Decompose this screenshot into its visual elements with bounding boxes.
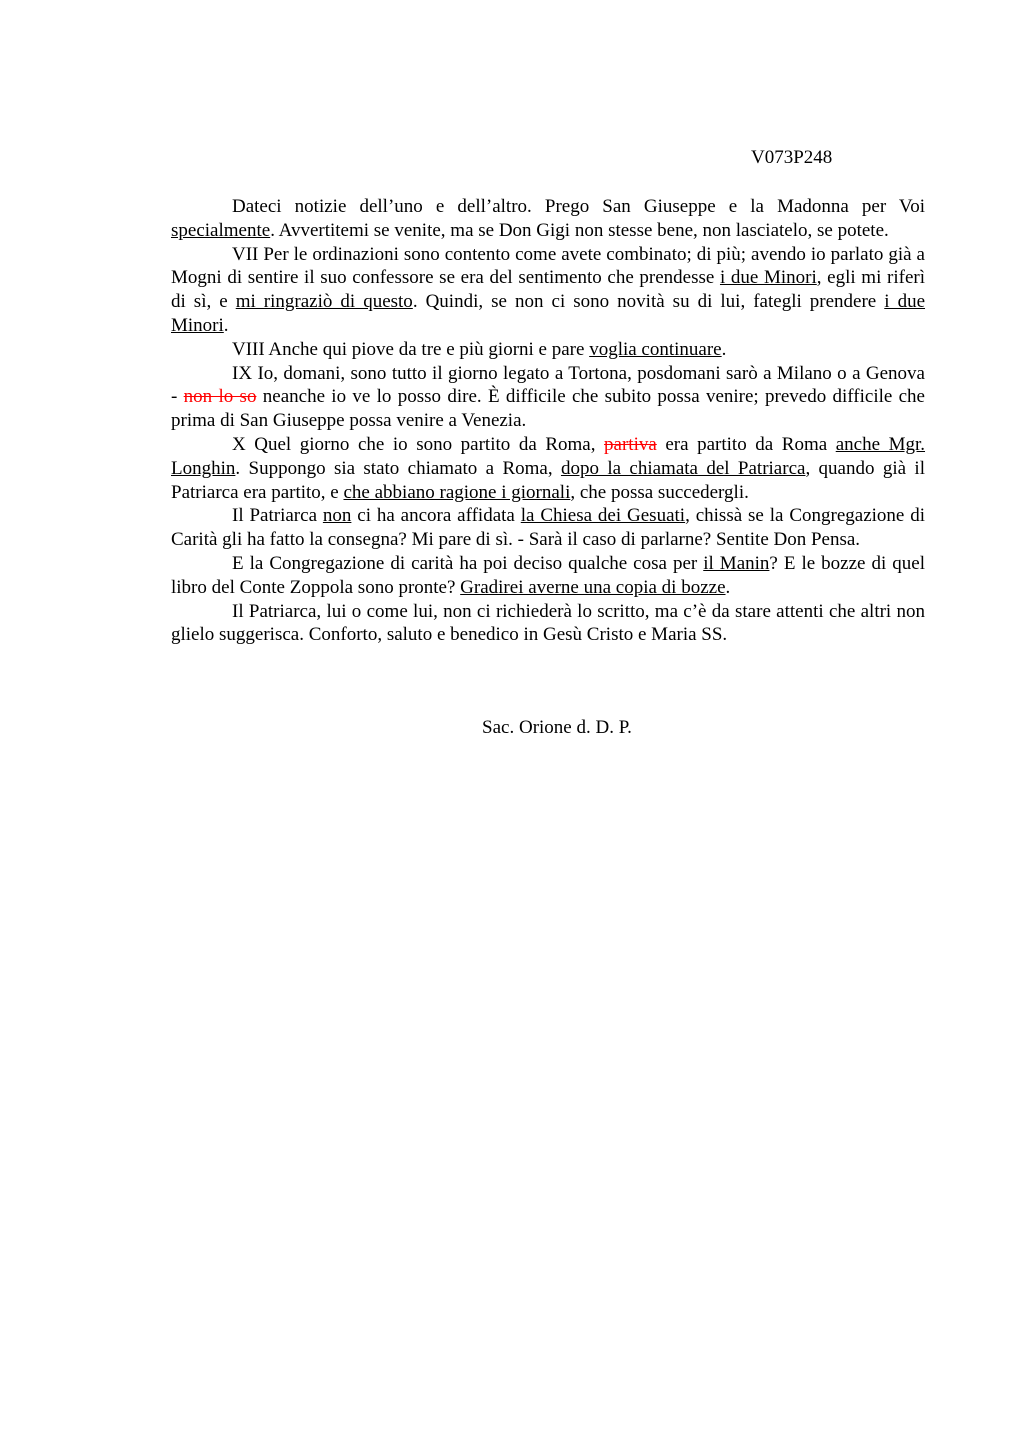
document-id: V073P248 <box>751 147 833 168</box>
underlined-text: voglia continuare <box>589 338 722 360</box>
paragraph <box>171 338 925 362</box>
text-run: . Quindi, se non ci sono novità su di lui, fategli prendere <box>412 291 885 313</box>
underlined-text: specialmente <box>171 219 271 241</box>
text-run: era partito da Roma <box>656 433 836 455</box>
text-run: . <box>223 314 229 336</box>
text-run: , egli mi riferì di sì, e <box>171 267 925 313</box>
paragraph <box>171 243 925 338</box>
underlined-text: i due Minori <box>171 291 926 336</box>
deleted-text: partiva <box>604 433 657 455</box>
underlined-text: il Manin <box>703 552 770 574</box>
text-run: , quando già il Patriarca era partito, e <box>171 457 925 503</box>
paragraph <box>171 504 925 552</box>
underlined-text: Gradirei averne una copia di bozze <box>460 576 726 598</box>
text-run: Il Patriarca, lui o come lui, non ci richiederà lo scritto, ma c’è da stare attenti che altri non glielo suggerisca. Conforto, saluto e benedico in Gesù Cristo e Maria SS. <box>171 600 925 646</box>
text-run: , che possa succedergli. <box>570 481 749 503</box>
text-run: , chissà se la Congregazione di Carità gli ha fatto la consegna? Mi pare di sì. - Sarà il caso di parlarne? Sentite Don Pensa. <box>171 505 925 551</box>
underlined-text: la Chiesa dei Gesuati <box>520 505 686 527</box>
signature: Sac. Orione d. D. P. <box>482 717 632 738</box>
paragraph <box>171 552 925 600</box>
paragraph <box>171 433 925 504</box>
underlined-text: mi ringraziò di questo <box>235 291 413 313</box>
underlined-text: i due Minori <box>719 267 817 289</box>
paragraph <box>171 600 925 648</box>
text-run: . <box>721 338 727 360</box>
text-run: VII Per le ordinazioni sono contento come avete combinato; di più; avendo io parlato già a Mogni di sentire il suo confessore se era del sentimento che prendesse <box>171 243 925 289</box>
paragraph <box>171 195 925 243</box>
text-run: . Suppongo sia stato chiamato a Roma, <box>235 457 561 479</box>
underlined-text: che abbiano ragione i giornali <box>343 481 571 503</box>
text-run: . <box>725 576 731 598</box>
text-run: X Quel giorno che io sono partito da Roma, <box>232 433 605 455</box>
deleted-text: non lo so <box>183 386 257 408</box>
paragraph <box>171 362 925 433</box>
text-run: Il Patriarca <box>232 505 323 527</box>
underlined-text: anche Mgr. Longhin <box>171 433 926 479</box>
text-run: IX Io, domani, sono tutto il giorno legato a Tortona, posdomani sarò a Milano o a Genova - <box>171 362 925 408</box>
text-run: ci ha ancora affidata <box>351 505 521 527</box>
letter-body <box>171 195 925 647</box>
underlined-text: non <box>322 505 352 527</box>
text-run: E la Congregazione di carità ha poi deciso qualche cosa per <box>232 552 704 574</box>
text-run: Dateci notizie dell’uno e dell’altro. Prego San Giuseppe e la Madonna per Voi <box>232 196 925 217</box>
text-run: neanche io ve lo posso dire. È difficile che subito possa venire; prevedo difficile che prima di San Giuseppe possa venire a Venezia. <box>171 386 925 432</box>
text-run: VIII Anche qui piove da tre e più giorni e pare <box>232 338 590 360</box>
underlined-text: dopo la chiamata del Patriarca <box>560 457 806 479</box>
text-run: ? E le bozze di quel libro del Conte Zoppola sono pronte? <box>171 552 925 598</box>
text-run: . Avvertitemi se venite, ma se Don Gigi non stesse bene, non lasciatelo, se potete. <box>270 219 889 241</box>
